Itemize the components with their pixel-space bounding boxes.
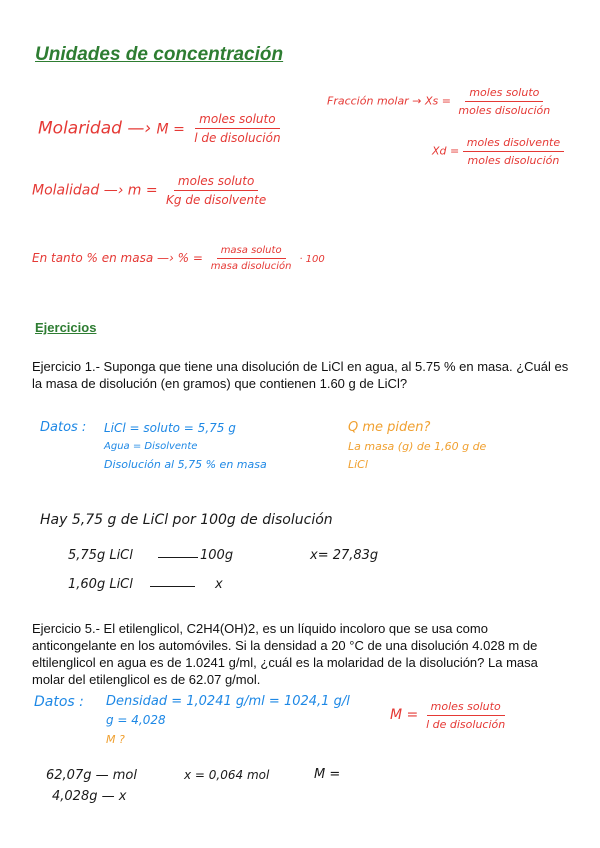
ej5-datos-2: g = 4,028 [106, 713, 166, 727]
ej1-piden-2: La masa (g) de 1,60 g de [348, 440, 487, 453]
molalidad-numerator: moles soluto [174, 174, 258, 191]
ej1-hay-line: Hay 5,75 g de LiCl por 100g de disolución [40, 512, 333, 528]
ej5-m-numerator: moles soluto [427, 700, 505, 716]
molaridad-symbol: M = [156, 121, 185, 138]
molaridad-fraction [190, 112, 284, 145]
ej1-datos-3: Disolución al 5,75 % en masa [104, 458, 267, 471]
masa-label: En tanto % en masa [32, 251, 154, 265]
ej5-datos-3: M ? [106, 733, 125, 746]
ej5-calc-result: x = 0,064 mol [184, 768, 270, 782]
fraccion-soluto-fraction [454, 86, 554, 117]
fraccion-disolvente-formula [432, 136, 564, 167]
ej1-datos-label: Datos : [40, 420, 87, 435]
masa-fraction [207, 245, 296, 272]
ej5-calc-1: 62,07g — mol [46, 768, 137, 783]
ej1-row1-left: 5,75g LiCl [68, 548, 133, 563]
ej5-calc-m: M = [314, 767, 341, 782]
fraccion-disolvente-numerator: moles disolvente [463, 136, 564, 152]
arrow-icon: —› [157, 251, 174, 265]
molaridad-label: Molaridad [38, 118, 122, 139]
arrow-icon: —› [127, 118, 152, 139]
ej1-row2-right: x [215, 577, 223, 592]
page-title: Unidades de concentración [35, 44, 284, 65]
fraccion-soluto-denominator: moles disolución [458, 104, 551, 117]
masa-formula [32, 245, 325, 272]
molalidad-formula [32, 174, 270, 207]
masa-numerator: masa soluto [217, 245, 286, 259]
arrow-icon: —› [103, 182, 124, 199]
ej1-row1-right: 100g [200, 548, 234, 563]
ej1-row1-dash [158, 557, 198, 558]
molalidad-denominator: Kg de disolvente [166, 193, 267, 207]
ej1-datos-1: LiCl = soluto = 5,75 g [104, 421, 236, 435]
ej1-piden-3: LiCl [348, 458, 368, 471]
arrow-icon: → [412, 94, 422, 108]
fraccion-soluto-numerator: moles soluto [465, 86, 543, 102]
fraccion-symbol-disolvente: Xd = [432, 144, 460, 158]
ej5-calc-2: 4,028g — x [52, 789, 127, 804]
molaridad-numerator: moles soluto [195, 112, 279, 129]
ej5-molaridad-formula [390, 700, 509, 731]
ej5-m-fraction [422, 700, 509, 731]
molaridad-denominator: l de disolución [194, 131, 281, 145]
ej5-m-denominator: l de disolución [426, 718, 506, 731]
masa-symbol: % = [177, 251, 203, 265]
masa-denominator: masa disolución [210, 261, 292, 272]
fraccion-label: Fracción molar [327, 94, 409, 108]
ej5-m-symbol: M = [390, 707, 419, 723]
fraccion-disolvente-fraction [463, 136, 564, 167]
fraccion-symbol-soluto: Xs = [424, 94, 451, 108]
exercise-1-text: Ejercicio 1.- Suponga que tiene una disolución de LiCl en agua, al 5.75 % en masa. ¿Cuál es la masa de disolución (en gramos) que contienen 1.60 g de LiCl? [32, 359, 569, 391]
fraccion-disolvente-denominator: moles disolución [467, 154, 560, 167]
ej1-row2-left: 1,60g LiCl [68, 577, 133, 592]
masa-factor: · 100 [299, 254, 325, 265]
exercise-5-text: Ejercicio 5.- El etilenglicol, C2H4(OH)2, es un líquido incoloro que se usa como anticongelante en los automóviles. Si la densidad a 20 °C de una disolución 4.028 m de eltilenglicol en agua es de 1.0241 g/ml, ¿cuál es la molaridad de la disolución? La masa molar del etilenglicol es de 62.07 g/mol. [32, 621, 538, 687]
molalidad-label: Molalidad [32, 182, 100, 199]
fraccion-molar-formula [327, 86, 554, 117]
ej1-datos-2: Agua = Disolvente [104, 441, 198, 452]
molaridad-formula [38, 112, 285, 145]
molalidad-fraction [162, 174, 270, 207]
ej1-result: x= 27,83g [310, 548, 379, 563]
ej1-piden-1: Q me piden? [348, 420, 431, 435]
section-heading: Ejercicios [35, 320, 97, 335]
molalidad-symbol: m = [127, 182, 158, 199]
ej5-datos-label: Datos : [34, 694, 84, 710]
ej1-row2-dash [150, 586, 195, 587]
ej5-datos-1: Densidad = 1,0241 g/ml = 1024,1 g/l [106, 694, 350, 709]
